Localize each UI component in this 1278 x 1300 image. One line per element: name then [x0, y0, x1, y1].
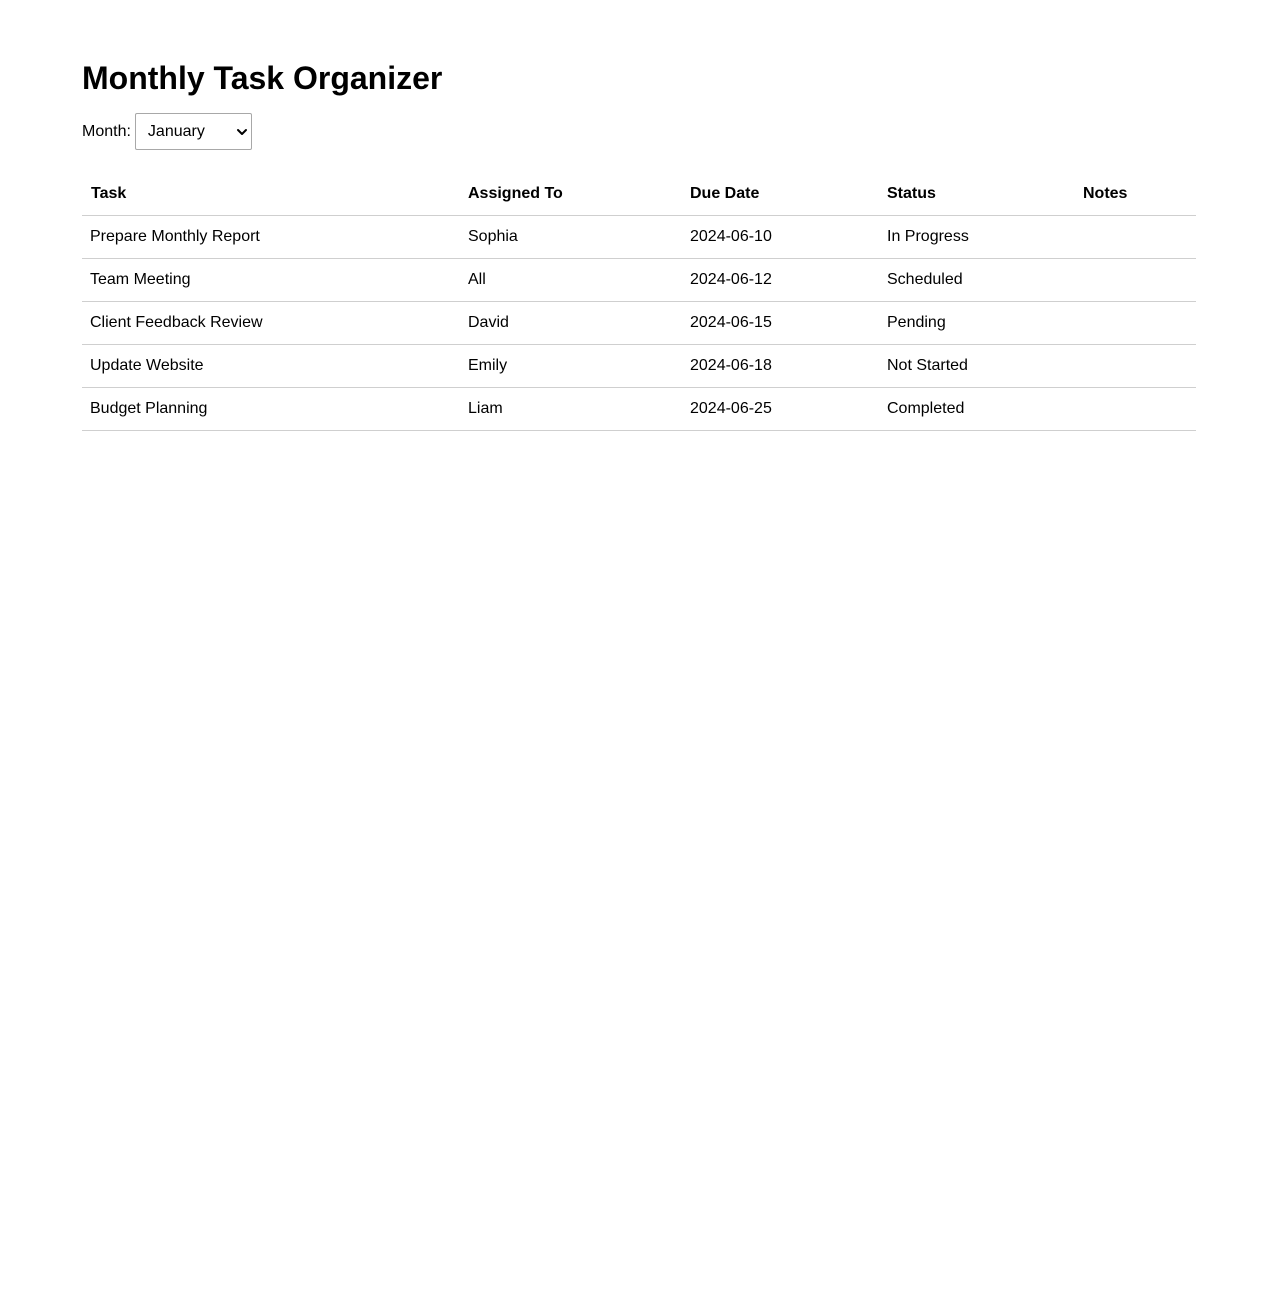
table-row[interactable] — [82, 302, 1196, 345]
table-row[interactable] — [82, 388, 1196, 431]
chevron-down-icon — [236, 126, 248, 138]
cell-status: Pending — [879, 302, 1075, 345]
cell-due-date: 2024-06-12 — [682, 259, 879, 302]
month-select-value: January — [147, 122, 205, 140]
month-select[interactable] — [135, 113, 252, 150]
cell-task: Client Feedback Review — [82, 302, 460, 345]
cell-status: In Progress — [879, 216, 1075, 259]
cell-due-date: 2024-06-15 — [682, 302, 879, 345]
cell-status: Not Started — [879, 345, 1075, 388]
cell-due-date: 2024-06-18 — [682, 345, 879, 388]
table-row[interactable] — [82, 216, 1196, 259]
cell-notes[interactable] — [1075, 388, 1196, 431]
cell-status: Scheduled — [879, 259, 1075, 302]
month-filter — [82, 113, 252, 150]
cell-assigned-to: All — [460, 259, 682, 302]
cell-notes[interactable] — [1075, 259, 1196, 302]
cell-assigned-to: Sophia — [460, 216, 682, 259]
cell-assigned-to: David — [460, 302, 682, 345]
table-row[interactable] — [82, 259, 1196, 302]
cell-due-date: 2024-06-10 — [682, 216, 879, 259]
table-row[interactable] — [82, 345, 1196, 388]
cell-task: Prepare Monthly Report — [82, 216, 460, 259]
cell-task: Budget Planning — [82, 388, 460, 431]
cell-assigned-to: Emily — [460, 345, 682, 388]
cell-notes[interactable] — [1075, 345, 1196, 388]
cell-notes[interactable] — [1075, 302, 1196, 345]
cell-task: Team Meeting — [82, 259, 460, 302]
cell-assigned-to: Liam — [460, 388, 682, 431]
cell-due-date: 2024-06-25 — [682, 388, 879, 431]
cell-status: Completed — [879, 388, 1075, 431]
column-header-assigned-to[interactable]: Assigned To — [460, 173, 682, 216]
column-header-status[interactable]: Status — [879, 173, 1075, 216]
column-header-task[interactable]: Task — [82, 173, 460, 216]
task-table — [82, 173, 1196, 431]
table-header-row — [82, 173, 1196, 216]
cell-task: Update Website — [82, 345, 460, 388]
page-title: Monthly Task Organizer — [82, 60, 443, 96]
cell-notes[interactable] — [1075, 216, 1196, 259]
column-header-due-date[interactable]: Due Date — [682, 173, 879, 216]
month-label: Month: — [82, 122, 131, 140]
column-header-notes[interactable]: Notes — [1075, 173, 1196, 216]
